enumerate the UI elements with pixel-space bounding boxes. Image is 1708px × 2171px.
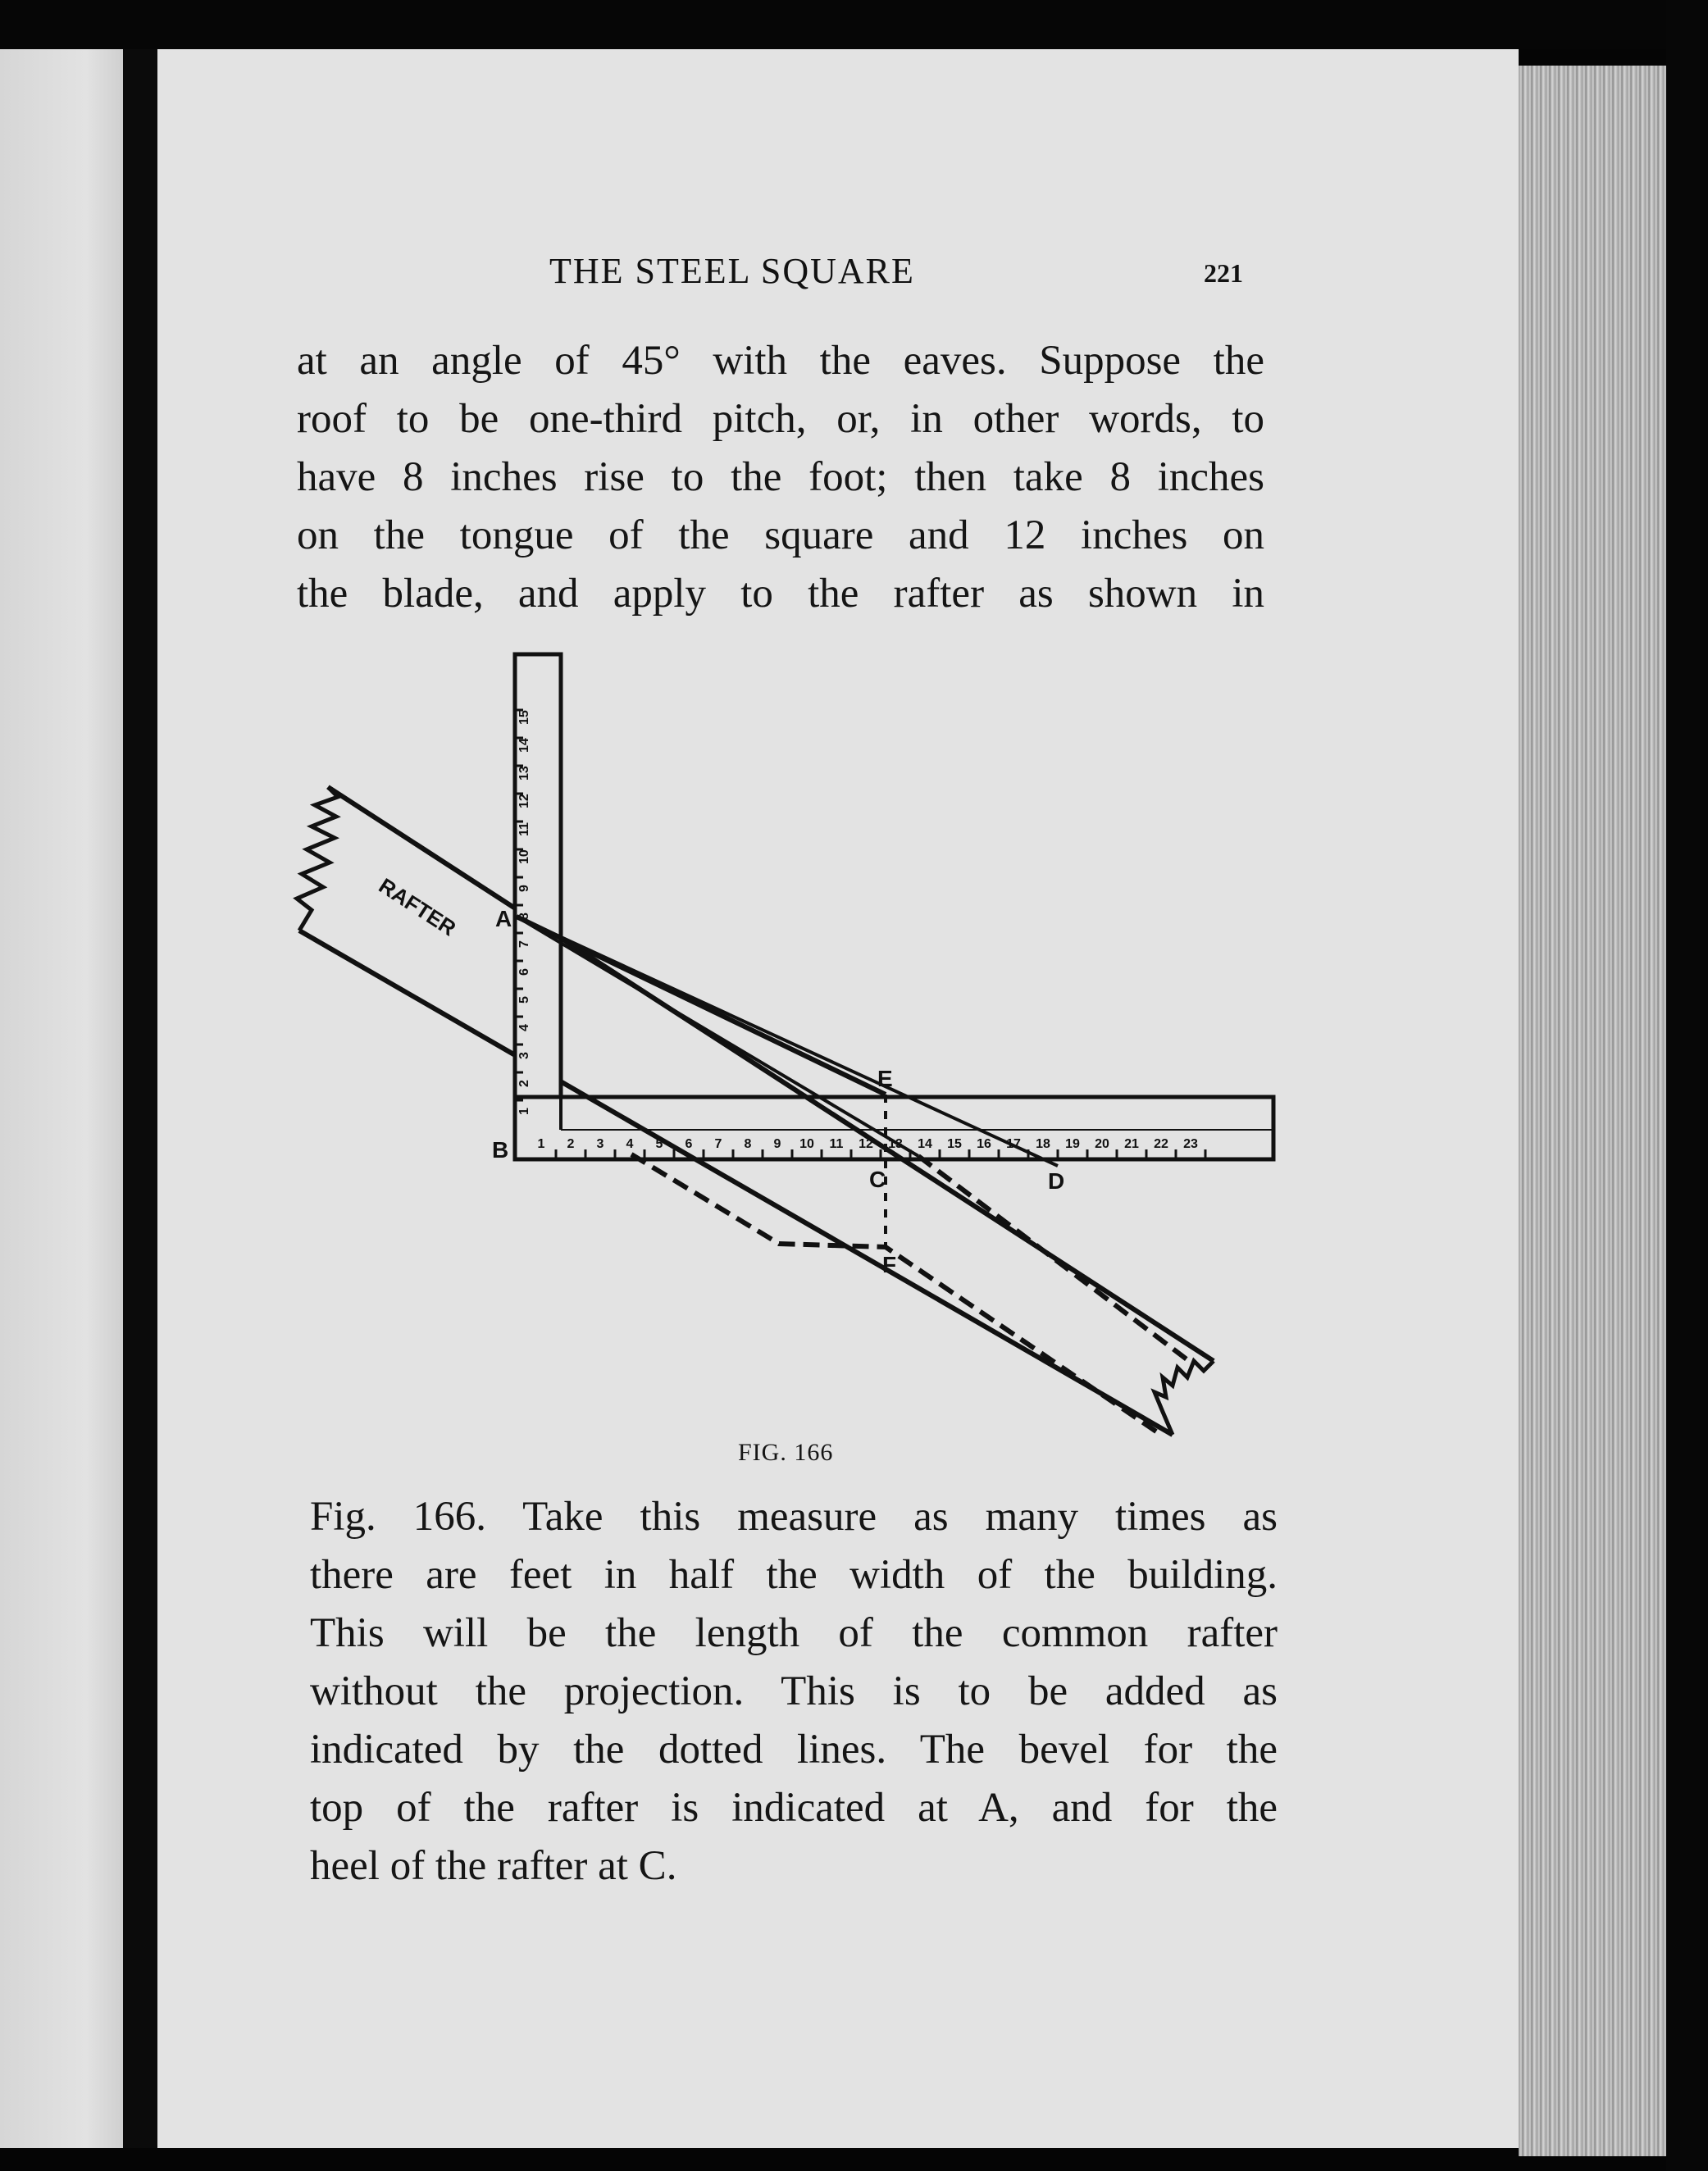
tongue-number: 14 xyxy=(517,738,531,753)
tongue-number: 13 xyxy=(517,766,531,781)
construction-lines xyxy=(517,917,1058,1246)
blade-number: 12 xyxy=(859,1137,873,1151)
blade-number: 5 xyxy=(655,1137,663,1151)
point-label-b: B xyxy=(492,1137,509,1163)
blade-number: 14 xyxy=(918,1137,932,1151)
paragraph-top xyxy=(297,332,1264,623)
tongue-number: 5 xyxy=(517,996,531,1004)
steel-square-diagram xyxy=(287,648,1287,1443)
tongue-number: 6 xyxy=(517,968,531,976)
point-label-c: C xyxy=(869,1167,886,1192)
paragraph-bottom xyxy=(310,1488,1278,1896)
tongue-number: 9 xyxy=(517,885,531,892)
text-line: on the tongue of the square and 12 inches on xyxy=(297,512,1264,558)
blade-number: 8 xyxy=(744,1137,752,1151)
text-line: top of the rafter is indicated at A, and for the xyxy=(310,1785,1278,1831)
blade-number: 19 xyxy=(1065,1137,1080,1151)
text-line: the blade, and apply to the rafter as shown in xyxy=(297,571,1264,617)
point-label-d: D xyxy=(1048,1168,1065,1194)
blade-number: 16 xyxy=(977,1137,991,1151)
left-page-edge xyxy=(0,49,123,2148)
figure-caption: FIG. 166 xyxy=(738,1439,834,1466)
blade-number: 21 xyxy=(1124,1137,1139,1151)
tongue-number: 7 xyxy=(517,940,531,948)
tongue-number: 10 xyxy=(517,849,531,864)
blade-number: 7 xyxy=(714,1137,722,1151)
scan-border-top xyxy=(0,0,1708,49)
tongue-number: 3 xyxy=(517,1052,531,1059)
blade-number: 15 xyxy=(947,1137,962,1151)
text-line: heel of the rafter at C. xyxy=(310,1843,677,1889)
page-edges xyxy=(1519,66,1666,2156)
blade-number: 17 xyxy=(1006,1137,1021,1151)
blade-scale xyxy=(538,1137,1198,1151)
blade-number: 13 xyxy=(888,1137,903,1151)
text-line: indicated by the dotted lines. The bevel for the xyxy=(310,1727,1278,1773)
blade-number: 4 xyxy=(626,1137,634,1151)
text-line: without the projection. This is to be added as xyxy=(310,1668,1278,1714)
blade-number: 9 xyxy=(773,1137,781,1151)
tongue-number: 11 xyxy=(517,822,531,836)
tongue-number: 8 xyxy=(517,913,531,920)
tongue-number: 2 xyxy=(517,1080,531,1087)
blade-number: 18 xyxy=(1036,1137,1050,1151)
point-label-e: E xyxy=(877,1066,893,1091)
tongue-number: 15 xyxy=(517,710,531,725)
blade-number: 3 xyxy=(596,1137,604,1151)
tongue-number: 12 xyxy=(517,794,531,808)
running-head: THE STEEL SQUARE xyxy=(549,251,915,291)
blade-number: 1 xyxy=(537,1137,545,1151)
scan-border-right xyxy=(1666,0,1708,2171)
blade-number: 22 xyxy=(1154,1137,1168,1151)
tongue-number: 1 xyxy=(517,1108,531,1115)
rafter-label: RAFTER xyxy=(374,872,461,941)
text-line: at an angle of 45° with the eaves. Suppose the xyxy=(297,338,1264,384)
text-line: This will be the length of the common rafter xyxy=(310,1610,1278,1656)
blade-number: 23 xyxy=(1183,1137,1198,1151)
point-label-a: A xyxy=(495,906,512,931)
point-label-f: F xyxy=(882,1252,897,1277)
book-gutter xyxy=(123,49,157,2148)
blade-number: 2 xyxy=(567,1137,575,1151)
page-number: 221 xyxy=(1204,258,1243,288)
text-line: have 8 inches rise to the foot; then take 8 inches xyxy=(297,454,1264,500)
blade-number: 10 xyxy=(799,1137,814,1151)
text-line: there are feet in half the width of the building. xyxy=(310,1552,1278,1598)
text-line: Fig. 166. Take this measure as many times as xyxy=(310,1494,1278,1540)
tongue-number: 4 xyxy=(517,1024,531,1031)
rafter xyxy=(297,787,1214,1435)
blade-number: 20 xyxy=(1095,1137,1109,1151)
text-line: roof to be one-third pitch, or, in other words, to xyxy=(297,396,1264,442)
blade-number: 6 xyxy=(685,1137,693,1151)
blade-number: 11 xyxy=(829,1137,844,1151)
